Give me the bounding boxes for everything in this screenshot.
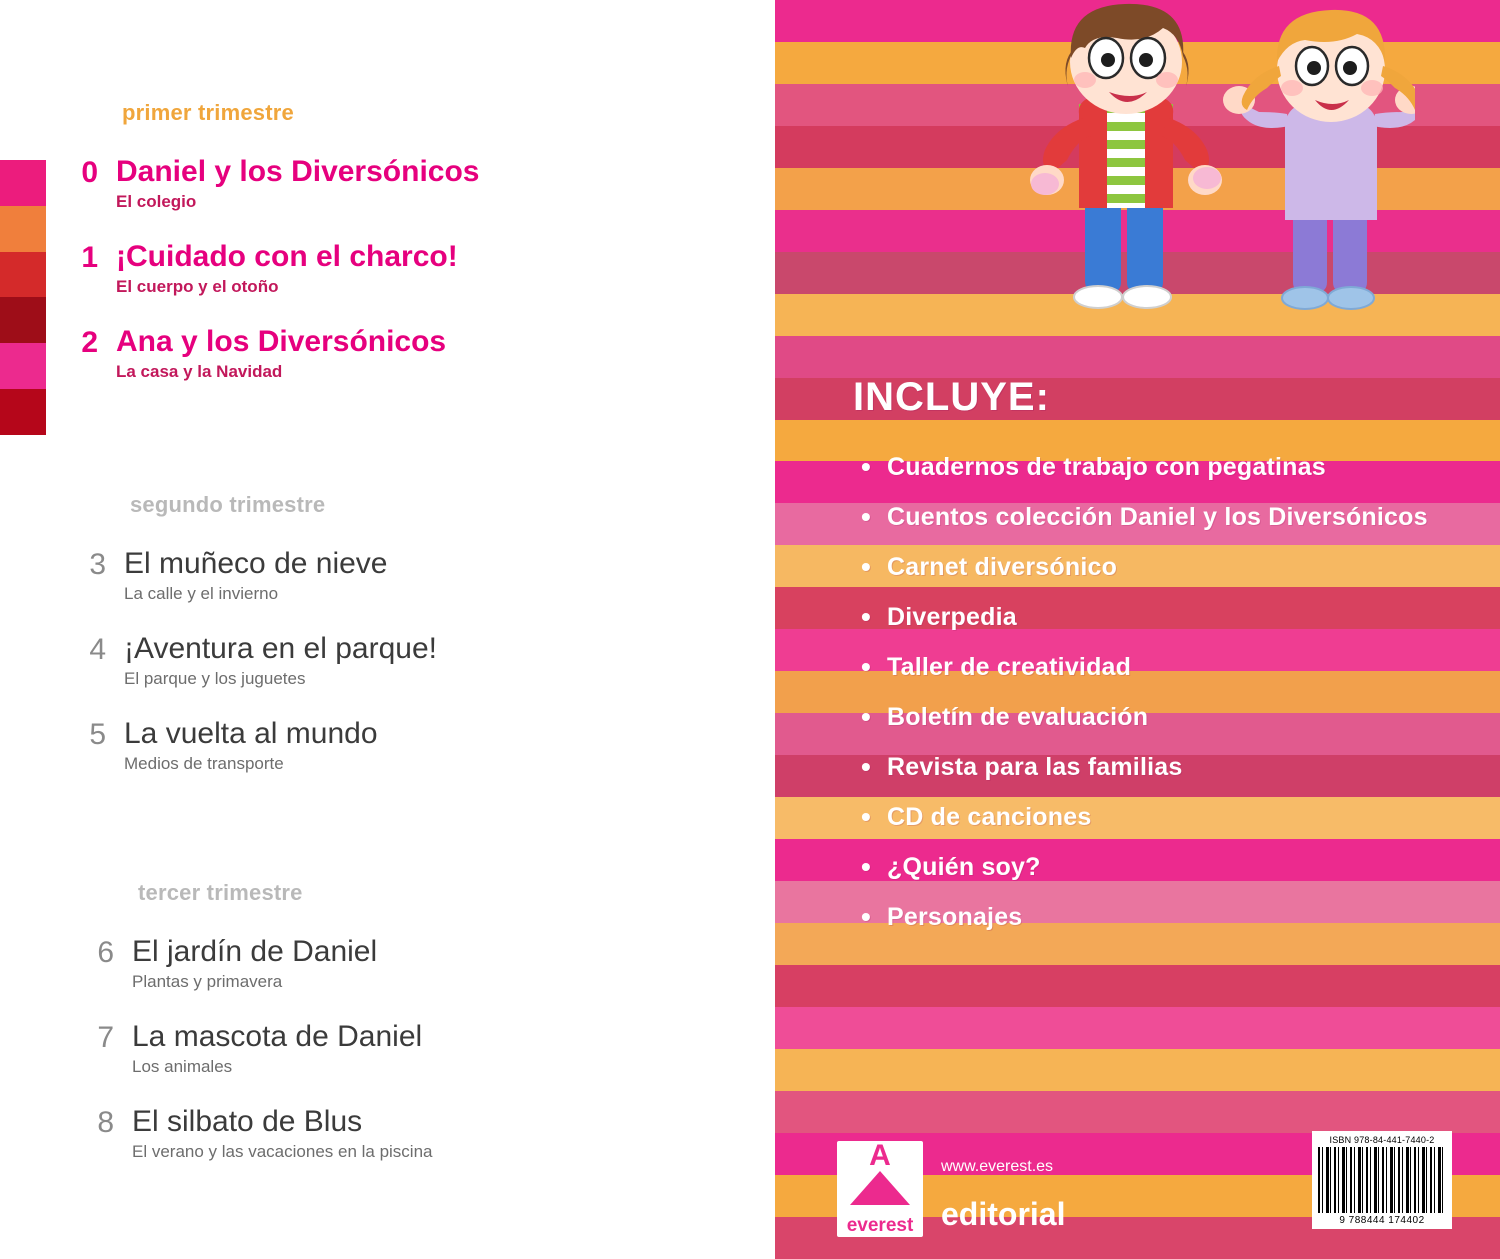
entry-number: 3: [89, 548, 106, 581]
entry-subtitle: El parque y los juguetes: [124, 668, 306, 688]
includes-item: • Cuadernos de trabajo con pegatinas: [857, 455, 1477, 480]
isbn-text: ISBN 978-84-441-7440-2: [1329, 1135, 1435, 1145]
stripe: [775, 1007, 1500, 1049]
entry-body: [116, 326, 446, 381]
entry-subtitle: El verano y las vacaciones en la piscina: [132, 1141, 433, 1161]
entry-title: El jardín de Daniel: [132, 935, 378, 968]
entry-body: [124, 718, 378, 773]
color-swatch: [0, 389, 46, 435]
stripe: [775, 1091, 1500, 1133]
trimester-label: tercer trimestre: [138, 880, 303, 905]
entry-subtitle: El colegio: [116, 191, 197, 211]
includes-item: • ¿Quién soy?: [857, 855, 1477, 880]
trimester-block: [0, 492, 775, 774]
trimester-label: segundo trimestre: [130, 492, 326, 517]
entry-title: ¡Cuidado con el charco!: [116, 240, 458, 274]
entry-number: 1: [81, 241, 98, 275]
includes-item: • CD de canciones: [857, 805, 1477, 830]
barcode: [1312, 1131, 1452, 1229]
stripe: [775, 965, 1500, 1007]
includes-list: [857, 455, 1477, 955]
contents-entry[interactable]: [50, 156, 775, 211]
includes-item: • Taller de creatividad: [857, 655, 1477, 680]
includes-item: • Cuentos colección Daniel y los Diversónicos: [857, 505, 1477, 530]
entry-title: ¡Aventura en el parque!: [124, 632, 437, 666]
entry-subtitle: Medios de transporte: [124, 753, 284, 773]
entry-body: [116, 241, 458, 296]
entry-title: La mascota de Daniel: [132, 1020, 423, 1054]
everest-mountain-icon: [837, 1141, 923, 1237]
entry-title: Daniel y los Diversónicos: [116, 155, 480, 188]
includes-item: • Personajes: [857, 905, 1477, 930]
barcode-number: 9 788444 174402: [1339, 1215, 1425, 1226]
entry-number: 5: [89, 718, 106, 752]
stripe: [775, 336, 1500, 378]
contents-entry[interactable]: [66, 1021, 775, 1076]
barcode-bars: [1318, 1147, 1446, 1213]
logo-brand-name: everest: [846, 1215, 914, 1236]
entry-subtitle: Los animales: [132, 1056, 233, 1076]
back-cover-page: [775, 0, 1500, 1259]
trimester-block: [0, 100, 775, 382]
contents-entry[interactable]: [66, 936, 775, 991]
includes-title: INCLUYE:: [853, 375, 1050, 419]
entry-number: 8: [97, 1106, 114, 1140]
contents-entry[interactable]: [50, 326, 775, 381]
includes-item: • Boletín de evaluación: [857, 705, 1477, 730]
includes-item: • Revista para las familias: [857, 755, 1477, 780]
publisher-url: www.everest.es: [941, 1158, 1054, 1175]
contents-entry[interactable]: [58, 548, 775, 603]
entry-subtitle: La calle y el invierno: [124, 583, 279, 603]
trimester-label: primer trimestre: [122, 100, 294, 125]
publisher-logo: [837, 1141, 1065, 1237]
entry-number: 4: [89, 633, 106, 667]
publisher-word: editorial: [941, 1196, 1066, 1232]
entry-number: 2: [81, 326, 98, 360]
includes-item: • Carnet diversónico: [857, 555, 1477, 580]
entry-title: Ana y los Diversónicos: [116, 325, 447, 359]
entry-body: [132, 1021, 422, 1076]
entry-body: [132, 1106, 433, 1161]
entry-subtitle: La casa y la Navidad: [116, 361, 283, 381]
includes-item: • Diverpedia: [857, 605, 1477, 630]
mountain-peak-shape: [850, 1171, 910, 1205]
entry-title: El muñeco de nieve: [124, 547, 388, 580]
contents-entry[interactable]: [58, 718, 775, 773]
stripe: [775, 1049, 1500, 1091]
entry-title: La vuelta al mundo: [124, 717, 378, 751]
entry-subtitle: Plantas y primavera: [132, 971, 283, 991]
contents-entry[interactable]: [58, 633, 775, 688]
entry-number: 7: [97, 1021, 114, 1055]
entry-body: [124, 548, 388, 603]
children-illustration: [895, 0, 1415, 340]
entry-number: 6: [97, 936, 114, 969]
entry-title: El silbato de Blus: [132, 1105, 363, 1139]
entry-body: [116, 156, 479, 211]
entry-body: [132, 936, 377, 991]
contents-entry[interactable]: [66, 1106, 775, 1161]
entry-body: [124, 633, 437, 688]
logo-letter: A: [869, 1139, 891, 1172]
trimester-block: [0, 880, 775, 1162]
entry-subtitle: El cuerpo y el otoño: [116, 276, 279, 296]
contents-entry[interactable]: [50, 241, 775, 296]
entry-number: 0: [81, 156, 98, 189]
